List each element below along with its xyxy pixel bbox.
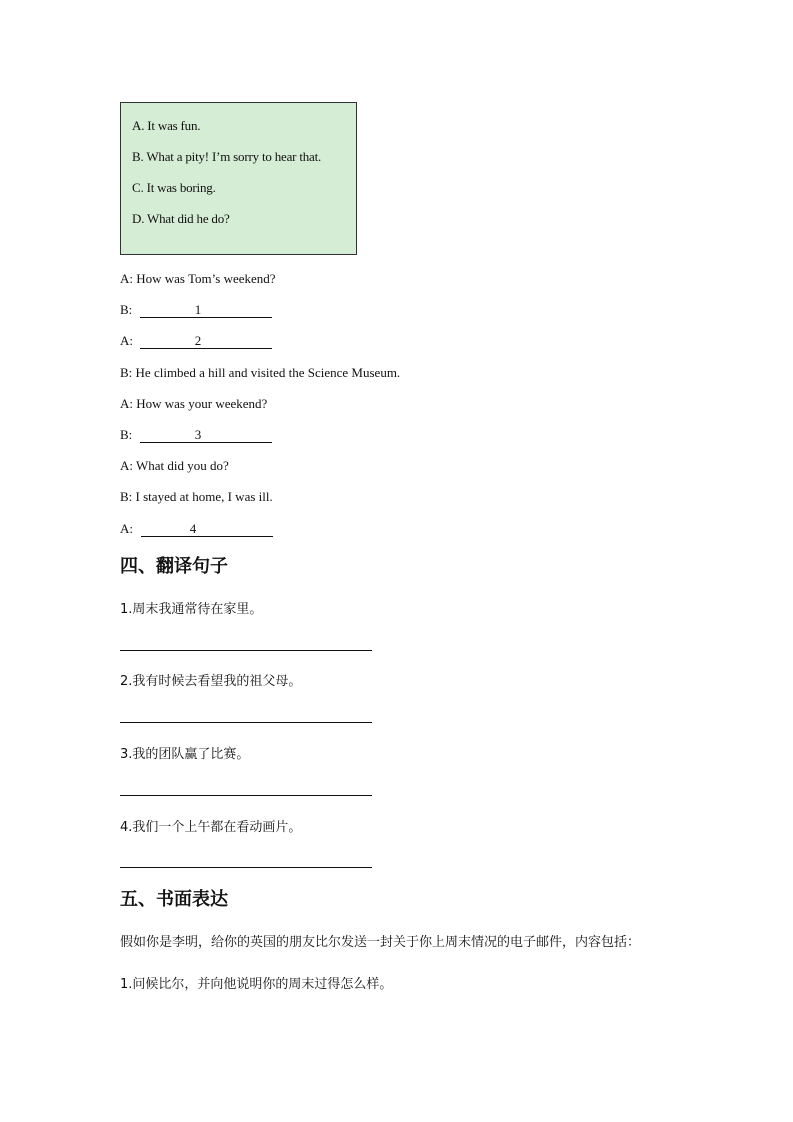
speaker: B:	[120, 489, 133, 504]
translate-item-1: 1.周末我通常待在家里。	[120, 602, 263, 617]
speaker: A:	[120, 271, 133, 286]
blank-number: 3	[194, 427, 202, 442]
translate-item-4: 4.我们一个上午都在看动画片。	[120, 820, 302, 835]
speaker: B:	[120, 427, 133, 442]
answer-blank-1[interactable]	[140, 302, 272, 318]
translate-answer-line-4[interactable]	[120, 867, 372, 868]
dialogue-line-6	[120, 427, 132, 443]
option-a: A. It was fun.	[132, 118, 201, 133]
blank-number: 4	[189, 521, 197, 536]
speaker: A:	[120, 333, 133, 348]
translate-answer-line-3[interactable]	[120, 795, 372, 796]
option-b: B. What a pity! I’m sorry to hear that.	[132, 149, 322, 164]
dialogue-text: What did you do?	[136, 458, 229, 473]
answer-blank-2[interactable]	[140, 333, 272, 349]
dialogue-text: How was Tom’s weekend?	[136, 271, 276, 286]
dialogue-text: He climbed a hill and visited the Science Museum.	[135, 365, 401, 380]
dialogue-text: I stayed at home, I was ill.	[135, 489, 273, 504]
blank-number: 1	[194, 302, 202, 317]
translate-item-2: 2.我有时候去看望我的祖父母。	[120, 674, 302, 689]
dialogue-line-4	[120, 365, 400, 381]
options-box	[120, 102, 357, 255]
dialogue-text: How was your weekend?	[136, 396, 268, 411]
writing-point-1: 1.问候比尔，并向他说明你的周末过得怎么样。	[120, 977, 393, 992]
translate-answer-line-1[interactable]	[120, 650, 372, 651]
speaker: A:	[120, 521, 133, 536]
option-d: D. What did he do?	[132, 211, 230, 226]
answer-blank-4[interactable]	[141, 521, 273, 537]
dialogue-line-7	[120, 458, 229, 474]
dialogue-line-5	[120, 396, 267, 412]
dialogue-line-3	[120, 333, 133, 349]
dialogue-line-1	[120, 271, 276, 287]
dialogue-line-9	[120, 521, 133, 537]
speaker: B:	[120, 365, 133, 380]
speaker: B:	[120, 302, 133, 317]
option-c: C. It was boring.	[132, 180, 216, 195]
answer-blank-3[interactable]	[140, 427, 272, 443]
blank-number: 2	[194, 333, 202, 348]
speaker: A:	[120, 396, 133, 411]
writing-intro: 假如你是李明，给你的英国的朋友比尔发送一封关于你上周末情况的电子邮件，内容包括：	[120, 935, 641, 950]
dialogue-line-8	[120, 489, 273, 505]
translate-item-3: 3.我的团队赢了比赛。	[120, 747, 250, 762]
speaker: A:	[120, 458, 133, 473]
translate-answer-line-2[interactable]	[120, 722, 372, 723]
dialogue-line-2	[120, 302, 132, 318]
section-5-title: 五、书面表达	[120, 889, 228, 910]
section-4-title: 四、翻译句子	[120, 556, 228, 577]
